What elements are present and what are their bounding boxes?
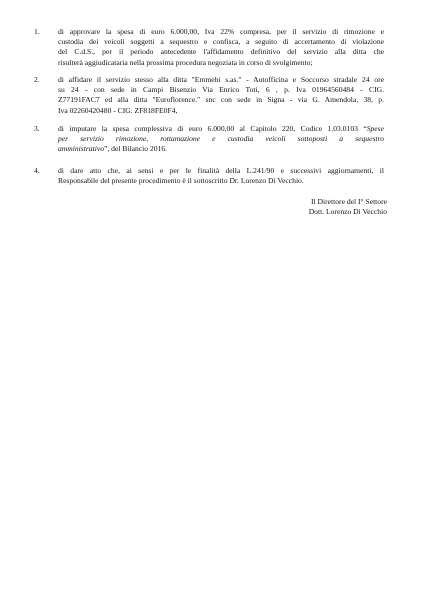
item-number: 2. bbox=[34, 75, 40, 84]
text-line: di affidare il servizio stesso alla ditta "Emmebi s.as." - Autofficina e Soccorso stradale 24 ore bbox=[58, 75, 384, 84]
text-line: custodia dei veicoli soggetti a sequestro e confisca, a seguito di accertamento di violazione bbox=[58, 37, 384, 47]
item-text bbox=[58, 166, 384, 186]
text-line bbox=[58, 124, 384, 134]
text-segment: di imputare la spesa complessiva di euro 6.000,00 al Capitolo 220, Codice 1.03.0103 “ bbox=[58, 124, 367, 133]
text-segment-italic: per servizio rimozione, rottamazione e custodia veicoli sottoposti a sequestro bbox=[58, 134, 384, 144]
signature-role: Il Direttore del I° Settore bbox=[311, 197, 387, 206]
text-line: di dare atto che, ai sensi e per le finalità della L.241/90 e successivi aggiornamenti, il bbox=[58, 166, 384, 175]
text-segment: ”, del Bilancio 2016. bbox=[104, 144, 168, 154]
text-line: risulterà aggiudicataria nella prossima procedura negoziata in corso di svolgimento; bbox=[58, 57, 313, 67]
item-text bbox=[58, 75, 384, 116]
text-line: Z77191FAC7 ed alla ditta "Euroflorence." snc con sede in Signa - via G. Amendola, 38, p. bbox=[58, 95, 384, 105]
text-line: del C.d.S., per il periodo antecedente l'affidamento definitivo del servizio alla ditta che bbox=[58, 47, 384, 57]
text-segment-italic: amministrativo bbox=[58, 144, 104, 154]
list-item-4 bbox=[34, 166, 384, 186]
text-line bbox=[58, 144, 384, 154]
text-line: di approvare la spesa di euro 6.000,00, Iva 22% compresa, per il servizio di rimozione e bbox=[58, 27, 384, 36]
text-segment-italic: Spese bbox=[366, 124, 384, 133]
list-item-2 bbox=[34, 75, 384, 116]
item-text bbox=[58, 124, 384, 155]
list-item-3 bbox=[34, 124, 384, 155]
item-text bbox=[58, 27, 384, 68]
list-item-1 bbox=[34, 27, 384, 68]
signature-block bbox=[309, 197, 387, 217]
text-line: su 24 - con sede in Campi Bisenzio Via Enrico Toti, 6 , p. Iva 01964560484 - CIG. bbox=[58, 85, 384, 95]
text-line: Iva 02260420480 - CIG. ZF818FE0F4, bbox=[58, 105, 178, 115]
text-line: Responsabile del presente procedimento è il sottoscritto Dr. Lorenzo Di Vecchio. bbox=[58, 176, 304, 186]
text-line bbox=[58, 134, 384, 144]
item-number: 4. bbox=[34, 166, 40, 175]
item-number: 1. bbox=[34, 27, 40, 36]
item-number: 3. bbox=[34, 124, 40, 133]
signature-name: Dott. Lorenzo Di Vecchio bbox=[308, 207, 387, 217]
